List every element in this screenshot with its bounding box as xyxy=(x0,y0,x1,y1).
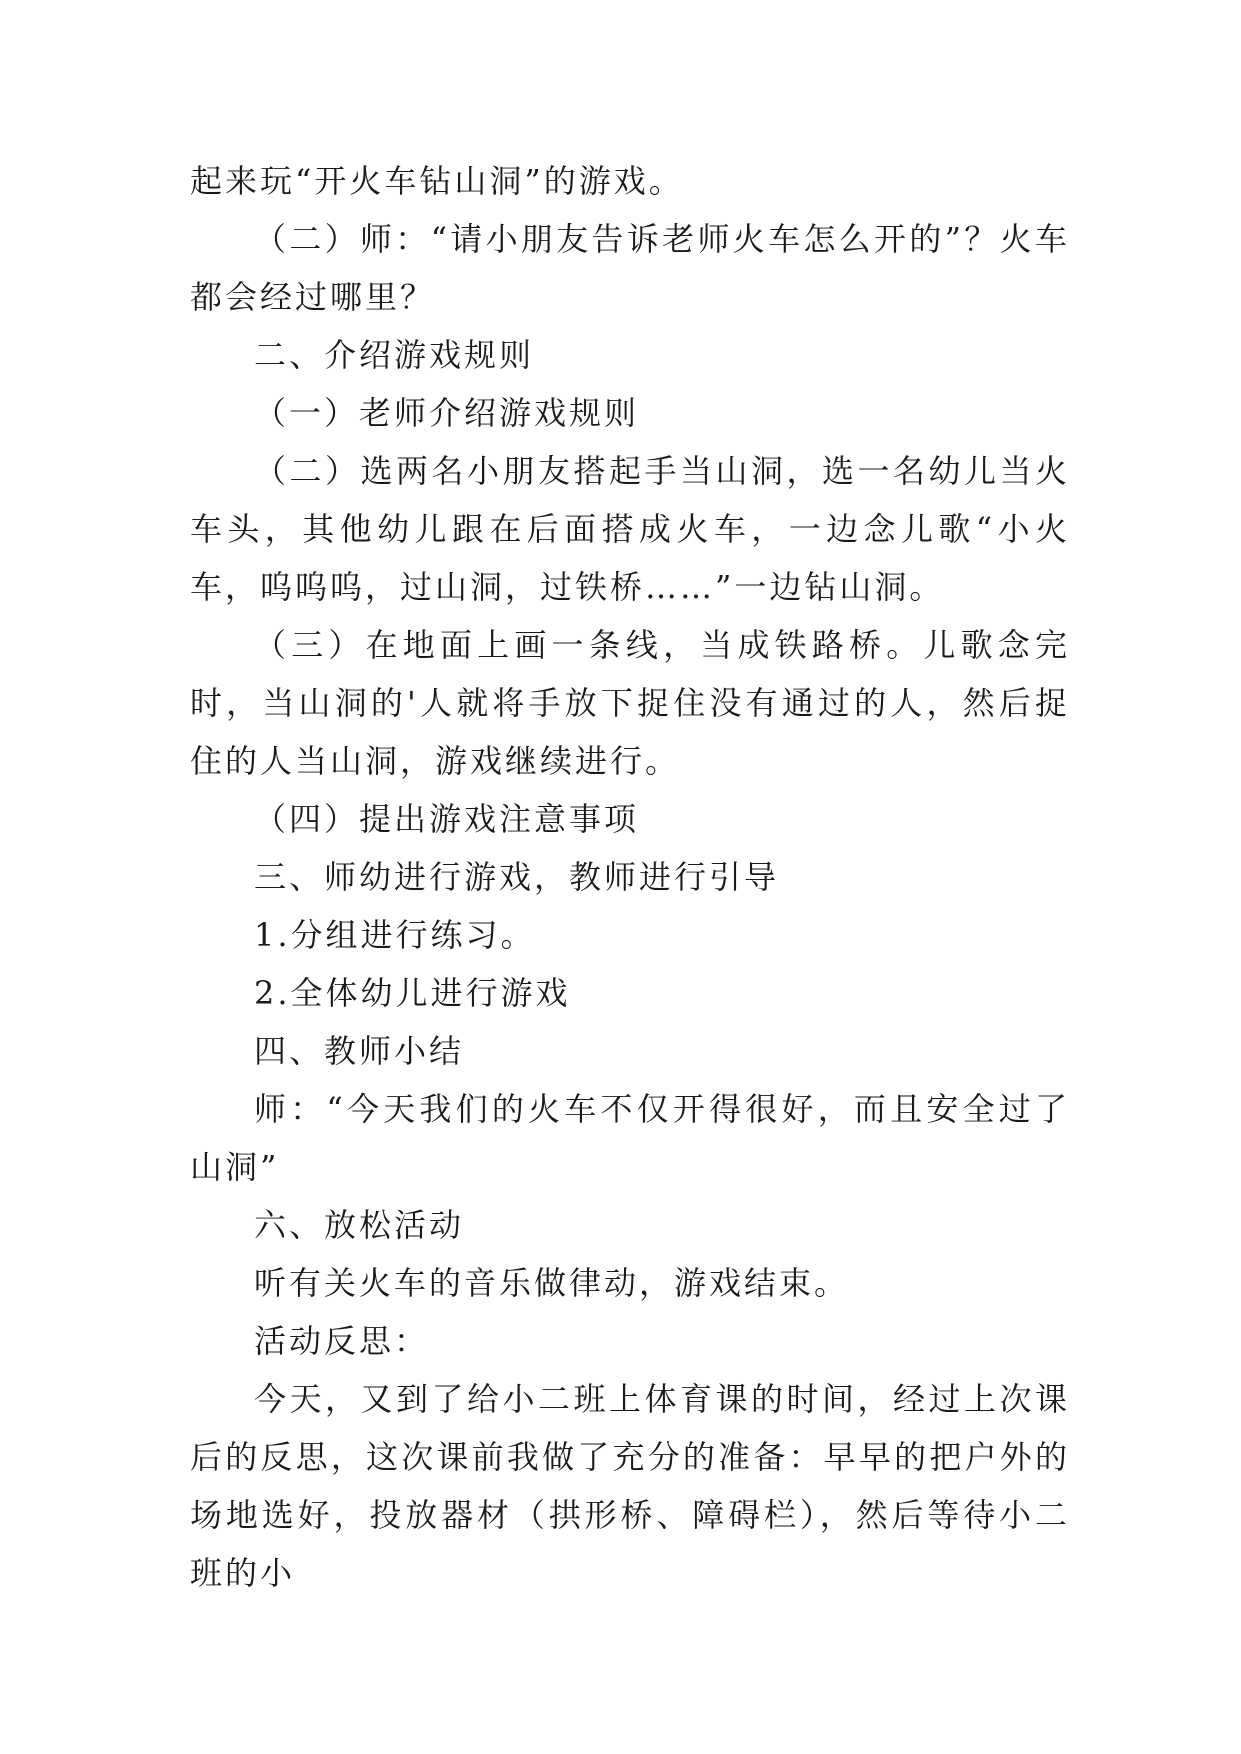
paragraph-14: 听有关火车的音乐做律动，游戏结束。 xyxy=(254,1264,850,1302)
section-heading-6: 六、放松活动 xyxy=(254,1206,465,1244)
section-heading-4: 四、教师小结 xyxy=(254,1032,465,1070)
paragraph-1: 起来玩“开火车钻山洞”的游戏。 xyxy=(190,162,684,200)
section-heading-3: 三、师幼进行游戏，教师进行引导 xyxy=(254,858,780,896)
paragraph-12: 师：“今天我们的火车不仅开得很好，而且安全过了山洞” xyxy=(190,1090,1070,1186)
list-item-2: 2.全体幼儿进行游戏 xyxy=(254,974,571,1012)
paragraph-7: （四）提出游戏注意事项 xyxy=(254,800,640,838)
paragraph-4: （一）老师介绍游戏规则 xyxy=(254,394,640,432)
list-item-1: 1.分组进行练习。 xyxy=(254,916,536,954)
reflection-heading: 活动反思： xyxy=(254,1322,430,1360)
paragraph-6: （三）在地面上画一条线，当成铁路桥。儿歌念完时，当山洞的'人就将手放下捉住没有通过的人，然后捉住的人当山洞，游戏继续进行。 xyxy=(190,626,1070,780)
document-body xyxy=(190,152,1070,1602)
paragraph-16: 今天，又到了给小二班上体育课的时间，经过上次课后的反思，这次课前我做了充分的准备：早早的把户外的场地选好，投放器材（拱形桥、障碍栏），然后等待小二班的小 xyxy=(190,1380,1070,1592)
paragraph-5: （二）选两名小朋友搭起手当山洞，选一名幼儿当火车头，其他幼儿跟在后面搭成火车，一边念儿歌“小火车，呜呜呜，过山洞，过铁桥……”一边钻山洞。 xyxy=(190,452,1070,606)
paragraph-2: （二）师：“请小朋友告诉老师火车怎么开的”？火车都会经过哪里？ xyxy=(190,220,1070,316)
section-heading-2: 二、介绍游戏规则 xyxy=(254,336,535,374)
